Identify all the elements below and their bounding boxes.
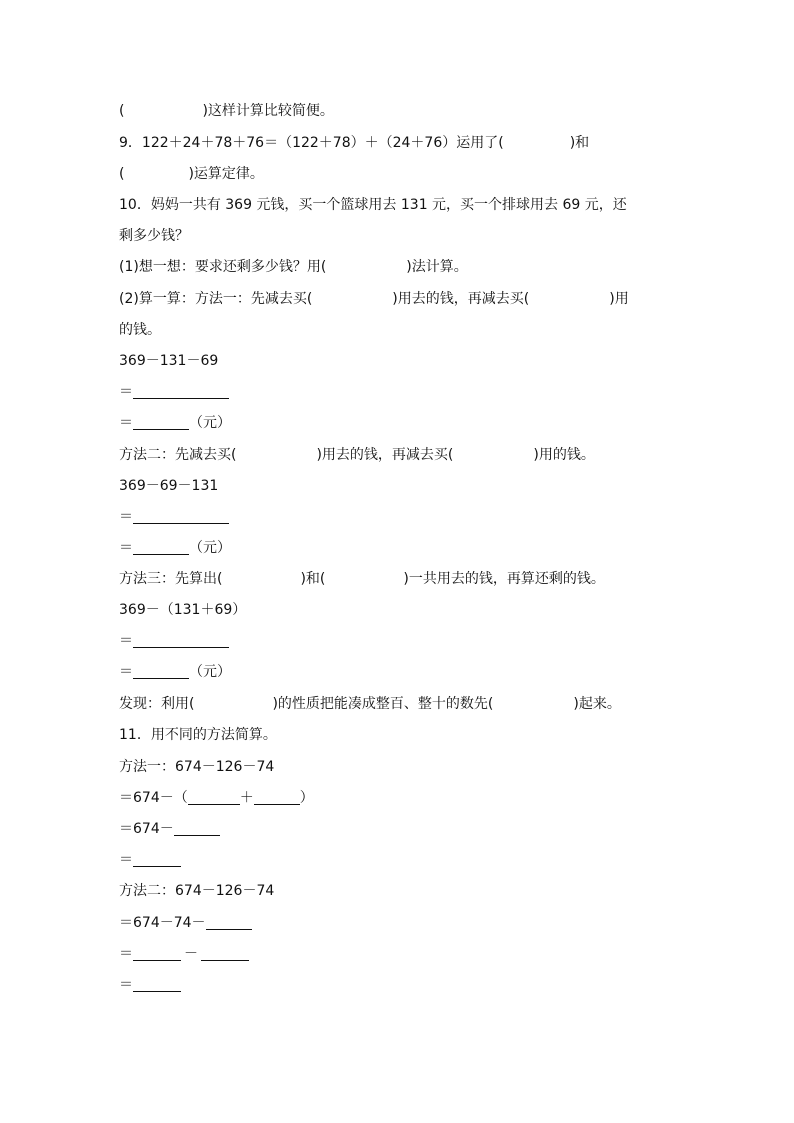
q8-continuation: ( )这样计算比较简便。 xyxy=(119,103,334,119)
question-10-part2: (2)算一算：方法一：先减去买( )用去的钱，再减去买( )用 xyxy=(119,291,629,307)
method2-step1: ＝ xyxy=(119,506,229,528)
method2-description: 方法二：先减去买( )用去的钱，再减去买( )用的钱。 xyxy=(119,447,595,463)
q11-method2-title: 方法二：674－126－74 xyxy=(119,883,275,899)
answer-underline[interactable] xyxy=(133,663,189,679)
answer-underline[interactable] xyxy=(133,414,189,430)
method1-step1: ＝ xyxy=(119,381,229,403)
answer-underline[interactable] xyxy=(133,851,181,867)
question-11-stem: 11．用不同的方法简算。 xyxy=(119,727,277,743)
method3-step1: ＝ xyxy=(119,630,229,652)
question-10-part1: (1)想一想：要求还剩多少钱？用( )法计算。 xyxy=(119,259,468,275)
discovery-line: 发现：利用( )的性质把能凑成整百、整十的数先( )起来。 xyxy=(119,696,621,712)
q11-method2-step2: ＝ － xyxy=(119,943,249,965)
question-10-stem-line2: 剩多少钱？ xyxy=(119,228,189,244)
answer-underline[interactable] xyxy=(254,789,300,805)
answer-underline[interactable] xyxy=(133,632,229,648)
question-9-line2: ( )运算定律。 xyxy=(119,166,264,182)
q11-method1-step2: ＝674－ xyxy=(119,818,220,840)
q11-method1-step3: ＝ xyxy=(119,849,181,871)
method2-step2: ＝ （元） xyxy=(119,540,231,556)
answer-underline[interactable] xyxy=(133,508,229,524)
q11-method2-step3: ＝ xyxy=(119,974,181,996)
answer-underline[interactable] xyxy=(133,539,189,555)
answer-underline[interactable] xyxy=(174,820,220,836)
method3-description: 方法三：先算出( )和( )一共用去的钱，再算还剩的钱。 xyxy=(119,571,605,587)
question-10-part2-line2: 的钱。 xyxy=(119,322,161,338)
answer-underline[interactable] xyxy=(201,945,249,961)
answer-underline[interactable] xyxy=(133,383,229,399)
q11-method1-title: 方法一：674－126－74 xyxy=(119,759,275,775)
method2-expression: 369－69－131 xyxy=(119,478,219,494)
method3-expression: 369－（131＋69） xyxy=(119,602,247,618)
answer-underline[interactable] xyxy=(133,945,181,961)
answer-underline[interactable] xyxy=(188,789,240,805)
method3-step2: ＝ （元） xyxy=(119,664,231,680)
question-10-stem: 10．妈妈一共有 369 元钱，买一个篮球用去 131 元，买一个排球用去 69 元，还 xyxy=(119,197,627,213)
answer-underline[interactable] xyxy=(133,976,181,992)
question-9: 9．122＋24＋78＋76＝（122＋78）＋（24＋76）运用了( )和 xyxy=(119,135,590,151)
answer-underline[interactable] xyxy=(206,914,252,930)
method1-expression: 369－131－69 xyxy=(119,353,219,369)
q11-method2-step1: ＝674－74－ xyxy=(119,912,252,934)
q11-method1-step1: ＝674－（ ＋ ） xyxy=(119,790,314,806)
method1-step2: ＝ （元） xyxy=(119,415,231,431)
